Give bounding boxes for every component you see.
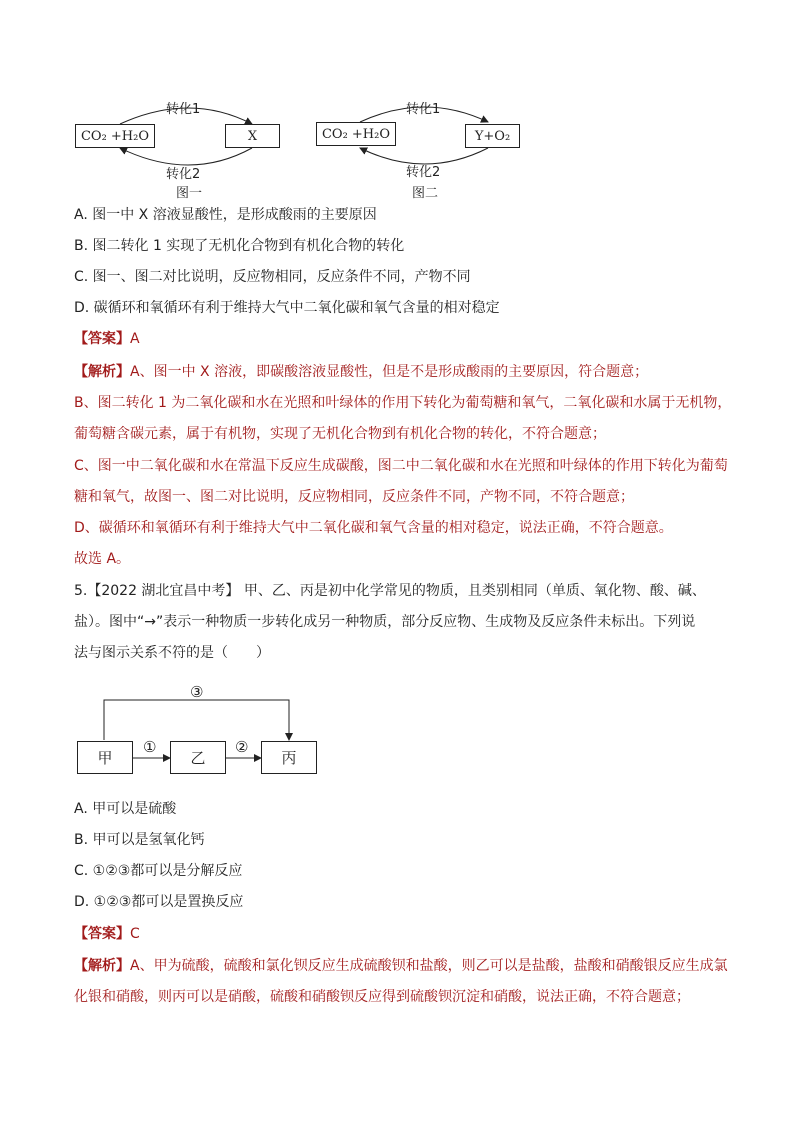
fig2-bottom-label: 转化2 [406, 165, 441, 180]
q5-option-a: A. 甲可以是硫酸 [74, 801, 177, 817]
q5-analysis-label: 【解析】 [74, 958, 130, 974]
q4-answer [74, 329, 140, 349]
q4-option-b: B. 图二转化 1 实现了无机化合物到有机化合物的转化 [74, 238, 405, 254]
q5-analysis-line-1 [74, 956, 728, 976]
q4-option-c: C. 图一、图二对比说明，反应物相同，反应条件不同，产物不同 [74, 269, 471, 285]
fig2-left-box: CO₂ +H₂O [316, 122, 396, 146]
q5-analysis-line-2: 化银和硝酸，则丙可以是硝酸，硫酸和硝酸钡反应得到硫酸钡沉淀和硝酸，说法正确，不符合题意； [74, 989, 690, 1005]
arrow2-label: ② [235, 738, 249, 756]
q4-analysis-line-2: B、图二转化 1 为二氧化碳和水在光照和叶绿体的作用下转化为葡萄糖和氧气，二氧化碳和水属于无机物， [74, 395, 732, 411]
fig1-top-label: 转化1 [166, 102, 201, 117]
fig2-caption: 图二 [412, 186, 439, 201]
q4-option-d: D. 碳循环和氧循环有利于维持大气中二氧化碳和氧气含量的相对稳定 [74, 300, 500, 316]
arrow1-label: ① [143, 738, 157, 756]
q5-option-b: B. 甲可以是氢氧化钙 [74, 832, 205, 848]
box-yi: 乙 [170, 741, 226, 774]
q4-answer-value: A [130, 331, 140, 347]
fig1-bottom-label: 转化2 [166, 167, 201, 182]
q5-stem-line-1: 5.【2022 湖北宜昌中考】 甲、乙、丙是初中化学常见的物质，且类别相同（单质、氧化物、酸、碱、 [74, 583, 706, 599]
q5-answer [74, 924, 140, 944]
q4-analysis-line-5: 糖和氧气，故图一、图二对比说明，反应物相同，反应条件不同，产物不同，不符合题意； [74, 489, 634, 505]
q4-option-a: A. 图一中 X 溶液显酸性，是形成酸雨的主要原因 [74, 207, 377, 223]
fig1-left-box: CO₂ +H₂O [75, 124, 155, 148]
q5-option-d: D. ①②③都可以是置换反应 [74, 894, 244, 910]
arrow3-line [104, 700, 289, 740]
q4-analysis-line-3: 葡萄糖含碳元素，属于有机物，实现了无机化合物到有机化合物的转化，不符合题意； [74, 426, 606, 442]
q5-stem-line-3: 法与图示关系不符的是（ ） [74, 645, 270, 661]
q5-answer-value: C [130, 926, 140, 942]
box-bing: 丙 [261, 741, 317, 774]
arrow3-label: ③ [190, 683, 204, 701]
q4-answer-label: 【答案】 [74, 331, 130, 347]
q4-analysis-line-7: 故选 A。 [74, 551, 131, 567]
fig2-right-box: Y+O₂ [465, 124, 520, 148]
q5-stem-line-2: 盐）。图中“→”表示一种物质一步转化成另一种物质，部分反应物、生成物及反应条件未标出。下列说 [74, 614, 696, 630]
q4-analysis-line-1 [74, 362, 648, 382]
fig1-right-box: X [225, 124, 280, 148]
q4-analysis-line-4: C、图一中二氧化碳和水在常温下反应生成碳酸，图二中二氧化碳和水在光照和叶绿体的作用下转化为葡萄 [74, 458, 728, 474]
q4-analysis-line-6: D、碳循环和氧循环有利于维持大气中二氧化碳和氧气含量的相对稳定，说法正确，不符合题意。 [74, 520, 673, 536]
q5-answer-label: 【答案】 [74, 926, 130, 942]
q5-option-c: C. ①②③都可以是分解反应 [74, 863, 243, 879]
q4-analysis-label: 【解析】 [74, 364, 130, 380]
q4-analysis-text-1: A、图一中 X 溶液，即碳酸溶液显酸性，但是不是形成酸雨的主要原因，符合题意； [130, 364, 649, 380]
fig1-caption: 图一 [176, 186, 203, 201]
fig2-top-label: 转化1 [406, 102, 441, 117]
box-jia: 甲 [77, 741, 133, 774]
q5-analysis-text-1: A、甲为硫酸，硫酸和氯化钡反应生成硫酸钡和盐酸，则乙可以是盐酸，盐酸和硝酸银反应生成氯 [130, 958, 728, 974]
